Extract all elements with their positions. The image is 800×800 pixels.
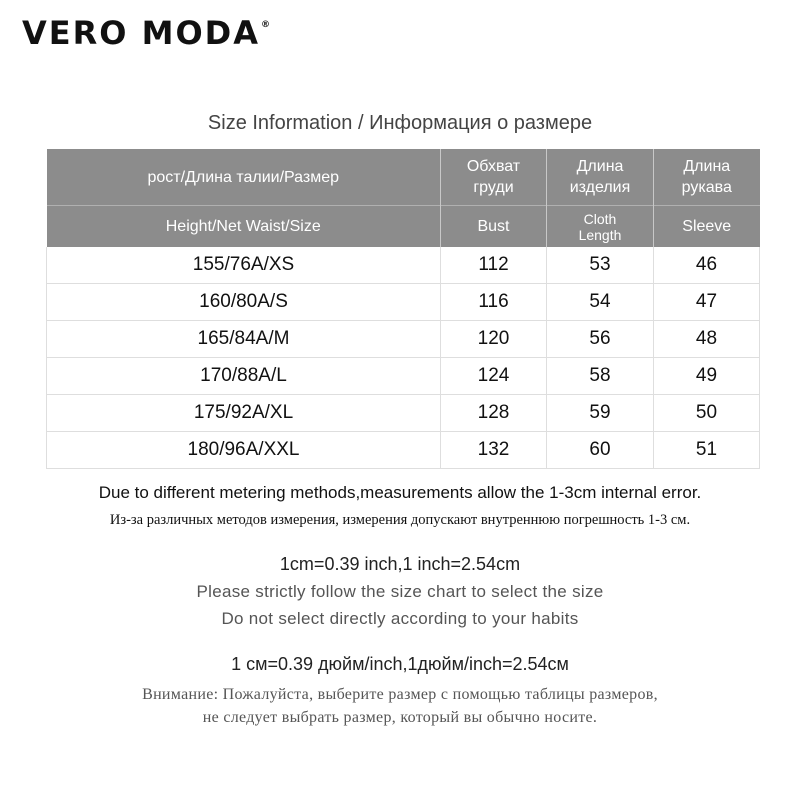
measurement-error-note-ru: Из-за различных методов измерения, измерения допускают внутреннюю погрешность 1-3 см. [109,512,691,528]
sleeve-cell: 47 [654,284,760,321]
header-length-en: Cloth Length [547,206,654,248]
table-row [47,284,760,321]
header-row-en [47,206,760,248]
bust-cell: 124 [441,358,547,395]
header-sleeve-ru: Длина рукава [654,149,760,206]
brand-name: VERO MODA [22,14,260,52]
size-cell: 160/80A/S [47,284,441,321]
size-cell: 165/84A/M [47,321,441,358]
length-cell: 60 [547,432,654,469]
registered-mark: ® [260,20,270,30]
size-cell: 155/76A/XS [47,247,441,284]
bust-cell: 128 [441,395,547,432]
table-row [47,358,760,395]
page-title: Size Information / Информация о размере [207,112,593,134]
brand-logo [22,14,270,52]
attention-line-2: не следует выбрать размер, который вы обычно носите. [202,709,598,726]
table-row [47,395,760,432]
header-sleeve-en: Sleeve [654,206,760,248]
unit-conversion-en: 1cm=0.39 inch,1 inch=2.54cm [279,554,521,574]
size-cell: 170/88A/L [47,358,441,395]
size-advice-line-2: Do not select directly according to your habits [221,609,579,628]
unit-conversion-ru: 1 см=0.39 дюйм/inch,1дюйм/inch=2.54см [231,654,569,674]
bust-cell: 132 [441,432,547,469]
bust-cell: 120 [441,321,547,358]
bust-cell: 116 [441,284,547,321]
header-row-ru [47,149,760,206]
table-row [47,247,760,284]
attention-line-1: Внимание: Пожалуйста, выберите размер с помощью таблицы размеров, [142,686,658,703]
table-row [47,432,760,469]
header-size-en: Height/Net Waist/Size [47,206,441,248]
length-cell: 53 [547,247,654,284]
sleeve-cell: 51 [654,432,760,469]
length-cell: 56 [547,321,654,358]
size-advice-line-1: Please strictly follow the size chart to select the size [196,582,604,601]
header-bust-ru: Обхват груди [441,149,547,206]
sleeve-cell: 48 [654,321,760,358]
measurement-error-note-en: Due to different metering methods,measurements allow the 1-3cm internal error. [98,483,702,502]
header-bust-en: Bust [441,206,547,248]
length-cell: 54 [547,284,654,321]
sleeve-cell: 49 [654,358,760,395]
length-cell: 59 [547,395,654,432]
length-cell: 58 [547,358,654,395]
header-length-ru: Длина изделия [547,149,654,206]
size-cell: 180/96A/XXL [47,432,441,469]
size-table [46,149,760,469]
size-cell: 175/92A/XL [47,395,441,432]
sleeve-cell: 46 [654,247,760,284]
sleeve-cell: 50 [654,395,760,432]
header-size-ru: рост/Длина талии/Размер [47,149,441,206]
bust-cell: 112 [441,247,547,284]
table-row [47,321,760,358]
